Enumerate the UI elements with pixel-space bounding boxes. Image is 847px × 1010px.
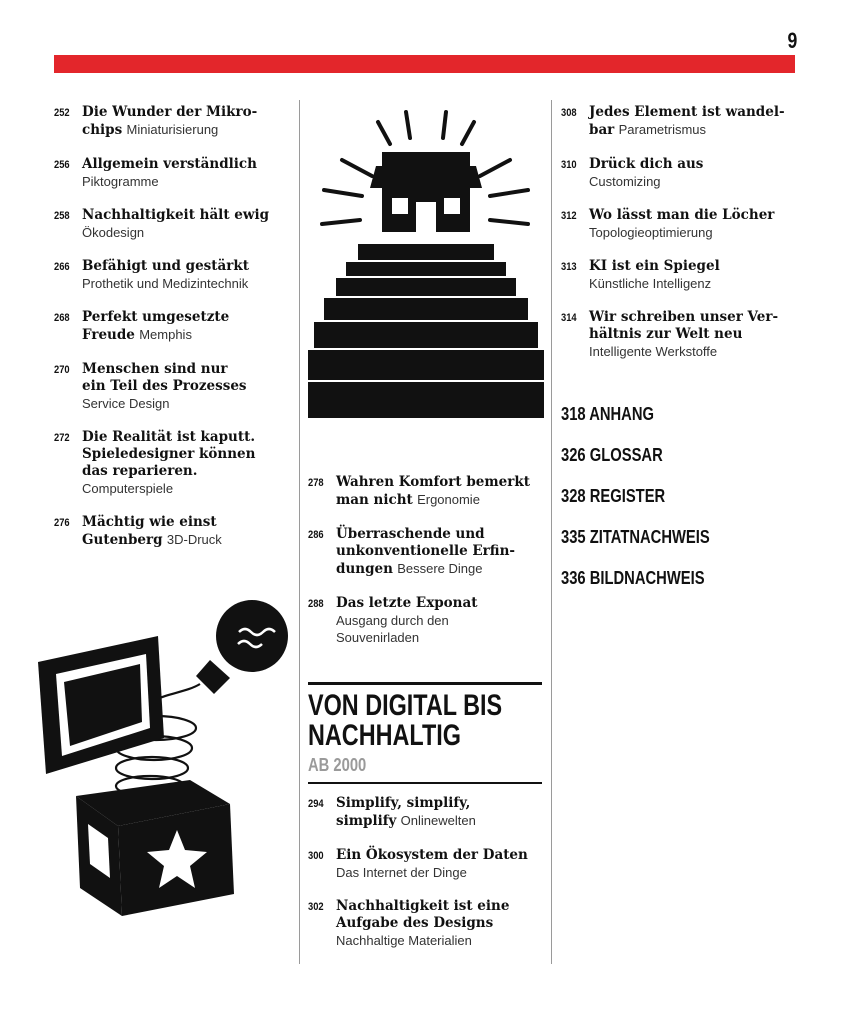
appendix-item <box>561 568 710 589</box>
toc-entry-body <box>589 104 801 139</box>
toc-entry-title-line: Befähigt und gestärkt <box>82 258 249 274</box>
toc-entry <box>308 898 546 949</box>
toc-entry-title-line: KI ist ein Spiegel <box>589 258 720 274</box>
toc-entry-title-line: Simplify, simplify, <box>336 795 471 811</box>
toc-page-number: 256 <box>54 159 70 171</box>
shop-on-pyramid-illustration <box>306 106 546 420</box>
lightbulb-icon <box>196 600 288 694</box>
toc-entry-subtitle: Künstliche Intelligenz <box>589 276 712 291</box>
section-title <box>308 689 503 752</box>
toc-entry-title-line: Spieledesigner können <box>82 446 256 462</box>
toc-entry-title-line: Aufgabe des Designs <box>336 915 494 931</box>
toc-entry-title-line: Mächtig wie einst <box>82 514 217 530</box>
toc-entry <box>54 514 294 549</box>
toc-entry <box>54 361 294 412</box>
appendix-label: ZITATNACHWEIS <box>589 527 710 547</box>
toc-page-number: 270 <box>54 364 70 376</box>
appendix-label: ANHANG <box>589 404 654 424</box>
toc-entry-title-line: Nachhaltigkeit hält ewig <box>82 207 270 223</box>
toc-entry-title-tail <box>589 121 801 139</box>
toc-entry-body <box>589 156 801 190</box>
toc-page-number: 272 <box>54 432 70 444</box>
toc-entry-body <box>82 309 294 344</box>
toc-entry-title-tail <box>82 121 294 139</box>
toc-entry-body <box>336 595 546 646</box>
appendix-item <box>561 527 710 548</box>
toc-entry <box>308 595 546 646</box>
toc-entry-title-line: Die Wunder der Mikro- <box>82 104 258 120</box>
toc-page-number: 258 <box>54 210 70 222</box>
toc-entry-title-line: das reparieren. <box>82 463 198 479</box>
toc-entry-body <box>336 474 546 509</box>
toc-entry-body <box>589 309 801 360</box>
jack-in-the-box-lightbulb-illustration <box>34 598 296 918</box>
toc-entry <box>561 309 801 360</box>
toc-entry-title-line: Überraschende und <box>336 526 485 542</box>
appendix-page-number: 335 <box>561 527 586 547</box>
toc-page-number: 308 <box>561 107 577 119</box>
toc-page-number: 310 <box>561 159 577 171</box>
toc-entry-subtitle: Piktogramme <box>82 174 159 189</box>
toc-entry-title-line: Menschen sind nur <box>82 361 228 377</box>
toc-entry-body <box>82 104 294 139</box>
toc-entry <box>308 795 546 830</box>
toc-column-middle <box>308 474 546 663</box>
toc-page-number: 294 <box>308 798 324 810</box>
pyramid-steps <box>308 244 544 418</box>
toc-entry <box>561 258 801 292</box>
toc-page-number: 286 <box>308 529 324 541</box>
toc-page-number: 276 <box>54 517 70 529</box>
toc-entry-subtitle: Memphis <box>139 327 192 342</box>
section-title-line1: VON DIGITAL BIS <box>308 689 503 722</box>
toc-entry-subtitle: Das Internet der Dinge <box>336 865 467 880</box>
toc-entry <box>54 429 294 497</box>
section-title-line2: NACHHALTIG <box>308 719 461 752</box>
toc-column-right <box>561 104 801 377</box>
toc-entry-title-line: hältnis zur Welt neu <box>589 326 743 342</box>
appendix-item <box>561 486 710 507</box>
toc-entry-body <box>336 795 546 830</box>
appendix-label: BILDNACHWEIS <box>589 568 705 588</box>
toc-entry-title-line: Wo lässt man die Löcher <box>589 207 775 223</box>
header-red-bar <box>54 55 795 73</box>
toc-entry-subtitle: Ökodesign <box>82 225 145 240</box>
appendix-list <box>561 404 742 609</box>
toc-page-number: 302 <box>308 901 324 913</box>
toc-entry-body <box>589 207 801 241</box>
shop-icon <box>370 152 482 232</box>
appendix-item <box>561 404 710 425</box>
toc-entry-body <box>336 847 546 881</box>
box-icon <box>76 780 234 916</box>
toc-entry-body <box>82 514 294 549</box>
section-rule-bottom <box>308 782 542 784</box>
toc-entry-title-last: dungen <box>336 561 393 577</box>
toc-entry-title-tail <box>336 491 546 509</box>
section-subtitle: AB 2000 <box>308 755 367 775</box>
toc-entry-subtitle: Ausgang durch den <box>336 613 449 628</box>
toc-entry-body <box>589 258 801 292</box>
toc-entry-body <box>82 361 294 412</box>
toc-entry-subtitle: Miniaturisierung <box>126 122 219 137</box>
column-divider-left <box>299 100 300 964</box>
toc-page-number: 314 <box>561 312 577 324</box>
toc-entry-title-last: chips <box>82 122 123 138</box>
toc-entry-title-line: Allgemein verständlich <box>82 156 257 172</box>
appendix-page-number: 318 <box>561 404 586 424</box>
toc-entry-title-line: Wahren Komfort bemerkt <box>336 474 530 490</box>
toc-entry-subtitle: Onlinewelten <box>400 813 476 828</box>
toc-entry-body <box>82 258 294 292</box>
toc-entry <box>54 104 294 139</box>
toc-entry <box>308 474 546 509</box>
toc-entry <box>561 156 801 190</box>
toc-entry-body <box>82 429 294 497</box>
toc-entry <box>54 309 294 344</box>
toc-entry-title-line: Nachhaltigkeit ist eine <box>336 898 510 914</box>
toc-entry <box>308 847 546 881</box>
toc-entry-title-line: Die Realität ist kaputt. <box>82 429 256 445</box>
appendix-page-number: 326 <box>561 445 586 465</box>
appendix-page-number: 328 <box>561 486 586 506</box>
toc-entry-subtitle: Ergonomie <box>417 492 480 507</box>
appendix-item <box>561 445 710 466</box>
toc-entry-subtitle: Parametrismus <box>618 122 707 137</box>
toc-entry-title-last: Gutenberg <box>82 532 163 548</box>
toc-entry <box>561 207 801 241</box>
toc-page-number: 266 <box>54 261 70 273</box>
toc-entry-subtitle: Service Design <box>82 396 170 411</box>
toc-entry-title-line: Ein Ökosystem der Daten <box>336 847 528 863</box>
column-divider-right <box>551 100 552 964</box>
toc-entry-subtitle: Nachhaltige Materialien <box>336 933 472 948</box>
section-heading-block <box>308 682 542 784</box>
toc-entry-title-line: unkonventionelle Erfin- <box>336 543 516 559</box>
toc-entry-body <box>82 207 294 241</box>
toc-entry-title-tail <box>82 531 294 549</box>
toc-entry-subtitle: Topologieoptimierung <box>589 225 713 240</box>
toc-entry <box>54 156 294 190</box>
toc-entry-subtitle: Prothetik und Medizintechnik <box>82 276 249 291</box>
appendix-label: GLOSSAR <box>589 445 663 465</box>
toc-page-number: 278 <box>308 477 324 489</box>
appendix-page-number: 336 <box>561 568 586 588</box>
toc-entry-subtitle: Bessere Dinge <box>397 561 483 576</box>
toc-column-section <box>308 795 546 966</box>
toc-entry <box>561 104 801 139</box>
toc-column-left <box>54 104 294 566</box>
toc-entry <box>308 526 546 578</box>
toc-entry-title-tail <box>82 326 294 344</box>
toc-entry-subtitle: Customizing <box>589 174 661 189</box>
toc-page-number: 312 <box>561 210 577 222</box>
toc-entry-title-last: man nicht <box>336 492 413 508</box>
toc-entry-title-line: Jedes Element ist wandel- <box>589 104 785 120</box>
toc-entry-subtitle: 3D-Druck <box>166 532 222 547</box>
toc-entry-subtitle: Souvenirladen <box>336 630 420 645</box>
toc-entry <box>54 258 294 292</box>
toc-entry-subtitle: Intelligente Werkstoffe <box>589 344 718 359</box>
toc-entry-title-line: Drück dich aus <box>589 156 704 172</box>
toc-entry-title-tail <box>336 812 546 830</box>
toc-entry-title-last: Freude <box>82 327 135 343</box>
toc-entry-body <box>336 898 546 949</box>
toc-entry-subtitle: Computerspiele <box>82 481 174 496</box>
toc-entry-title-tail <box>336 560 546 578</box>
toc-entry-title-line: Das letzte Exponat <box>336 595 478 611</box>
toc-page-number: 268 <box>54 312 70 324</box>
toc-entry-title-last: simplify <box>336 813 397 829</box>
toc-entry-body <box>82 156 294 190</box>
toc-entry-title-line: Perfekt umgesetzte <box>82 309 230 325</box>
toc-entry-title-line: Wir schreiben unser Ver- <box>589 309 779 325</box>
toc-entry <box>54 207 294 241</box>
toc-entry-body <box>336 526 546 578</box>
toc-page-number: 313 <box>561 261 577 273</box>
toc-entry-title-last: bar <box>589 122 615 138</box>
page-number: 9 <box>787 28 797 53</box>
toc-page-number: 252 <box>54 107 70 119</box>
toc-page-number: 300 <box>308 850 324 862</box>
toc-page-number: 288 <box>308 598 324 610</box>
open-lid <box>38 636 164 774</box>
appendix-label: REGISTER <box>589 486 666 506</box>
section-rule-top <box>308 682 542 685</box>
toc-entry-title-line: ein Teil des Prozesses <box>82 378 247 394</box>
